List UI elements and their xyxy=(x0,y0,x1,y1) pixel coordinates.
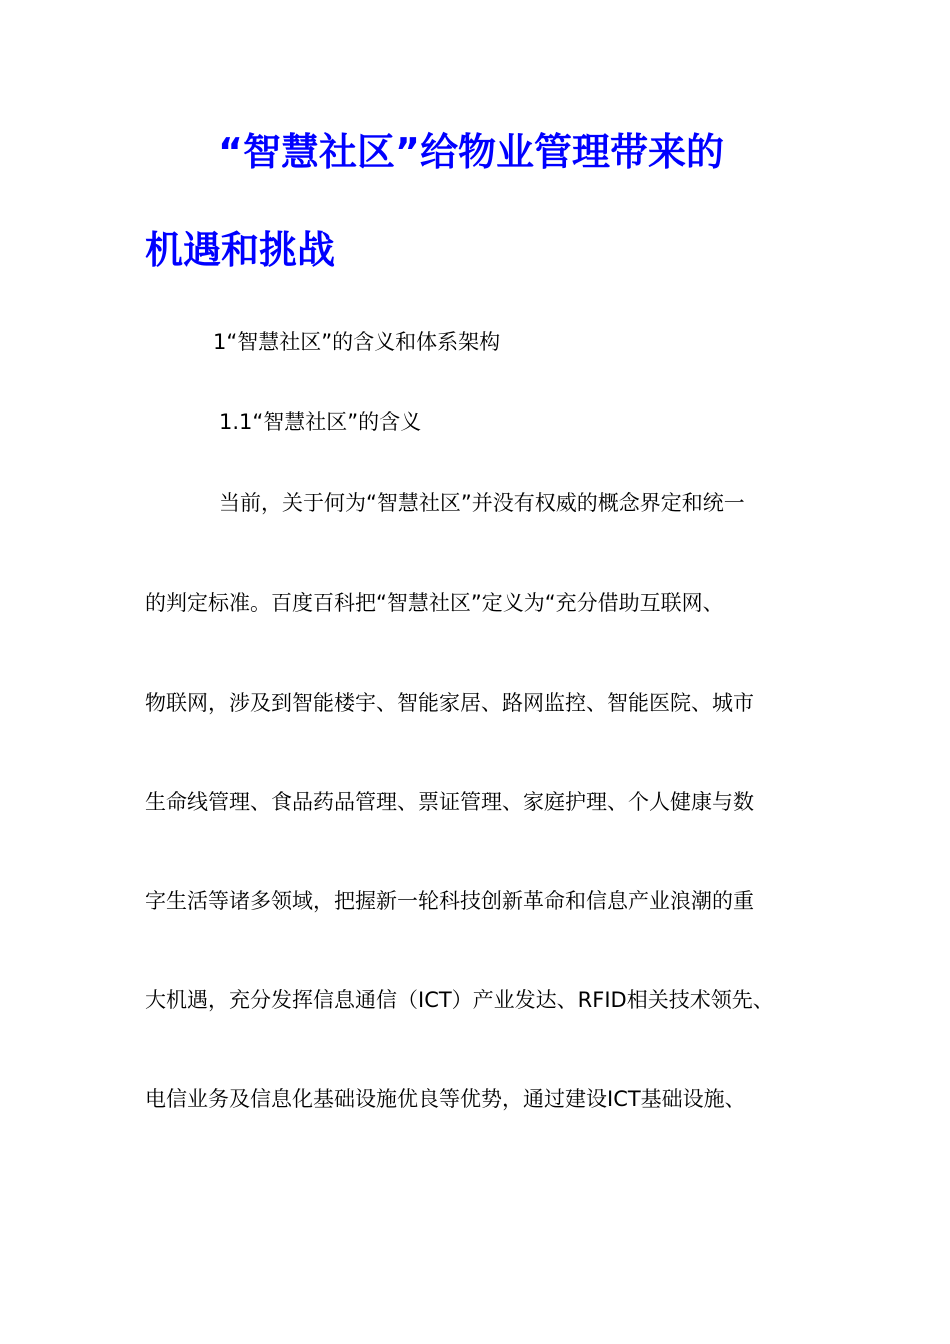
paragraph-line: 生命线管理、食品药品管理、票证管理、家庭护理、个人健康与数 xyxy=(145,790,754,814)
section-heading: 1“智慧社区”的含义和体系架构 xyxy=(213,330,501,354)
document-title-line-2: 机遇和挑战 xyxy=(145,228,336,272)
paragraph-line: 的判定标准。百度百科把“智慧社区”定义为“充分借助互联网、 xyxy=(145,591,724,615)
document-title-line-1: “智慧社区”给物业管理带来的 xyxy=(218,130,724,174)
paragraph-line: 电信业务及信息化基础设施优良等优势，通过建设ICT基础设施、 xyxy=(145,1087,746,1111)
paragraph-line: 字生活等诸多领域，把握新一轮科技创新革命和信息产业浪潮的重 xyxy=(145,889,754,913)
paragraph-line: 大机遇，充分发挥信息通信（ICT）产业发达、RFID相关技术领先、 xyxy=(145,988,774,1012)
paragraph-line: 物联网，涉及到智能楼宇、智能家居、路网监控、智能医院、城市 xyxy=(145,691,754,715)
subsection-heading: 1.1“智慧社区”的含义 xyxy=(219,410,422,434)
paragraph-line: 当前，关于何为“智慧社区”并没有权威的概念界定和统一 xyxy=(219,491,745,515)
